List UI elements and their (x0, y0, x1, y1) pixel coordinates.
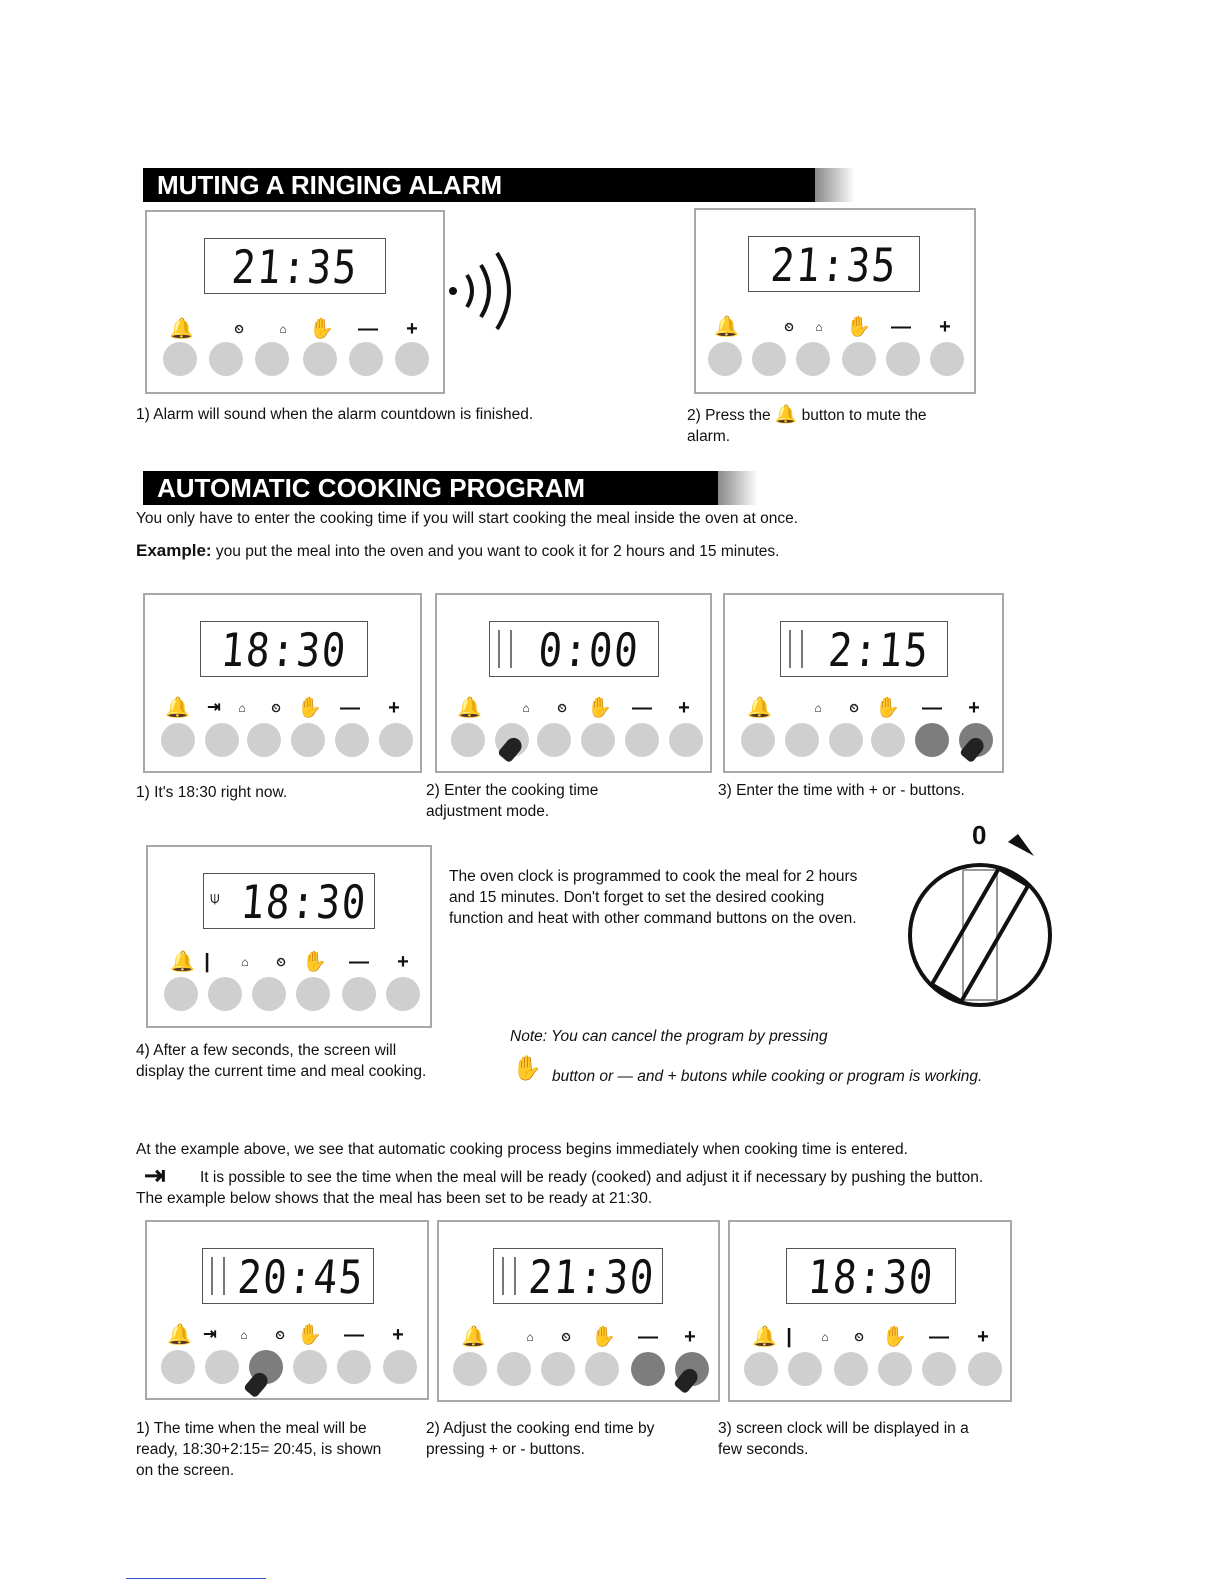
manual-button[interactable] (878, 1352, 912, 1386)
alarm-button[interactable] (161, 723, 195, 757)
end-time-button[interactable] (829, 723, 863, 757)
end-time-icon: ⌂ (240, 1328, 248, 1342)
alarm-bell-icon: 🔔 (165, 697, 190, 719)
oven-panel-clock-returns (728, 1220, 1012, 1402)
minus-button[interactable] (335, 723, 369, 757)
end-time-button[interactable] (834, 1352, 868, 1386)
caption-adjust-end-time: 2) Adjust the cooking end time by pressing + or - buttons. (426, 1420, 655, 1458)
plus-icon: + (968, 697, 980, 719)
manual-hand-icon: ✋ (297, 1324, 322, 1346)
alarm-button[interactable] (451, 723, 485, 757)
oven-panel-alarm-muted (694, 208, 976, 394)
minus-button[interactable] (922, 1352, 956, 1386)
clock-display (780, 621, 948, 677)
alarm-bell-icon: 🔔 (169, 318, 194, 340)
clock-display (203, 873, 375, 929)
intro-text: You only have to enter the cooking time if you will start cooking the meal inside the oven at once. (136, 510, 799, 527)
display-time: 21:35 (229, 240, 361, 294)
sound-waves-icon (445, 245, 535, 335)
minus-icon: — (922, 697, 942, 719)
cooking-time-button[interactable] (205, 723, 239, 757)
minus-button[interactable] (631, 1352, 665, 1386)
manual-hand-icon: ✋ (512, 1055, 542, 1082)
caption-current-time: 1) It's 18:30 right now. (136, 784, 288, 801)
end-time-icon: ⌂ (815, 320, 823, 334)
clock-display (786, 1248, 956, 1304)
end-time-button[interactable] (247, 723, 281, 757)
clock-display (489, 621, 659, 677)
oven-panel-cooking-running (146, 845, 432, 1028)
bell-icon: 🔔 (774, 404, 798, 424)
caption-enter-time: 3) Enter the time with + or - buttons. (718, 782, 965, 799)
knob-arrow-icon (1006, 832, 1036, 860)
display-time: 21:35 (768, 238, 900, 292)
end-time-button[interactable] (252, 977, 286, 1011)
plus-icon: + (388, 697, 400, 719)
display-time: 21:30 (526, 1250, 658, 1304)
display-time: 2:15 (826, 623, 932, 677)
cooking-time-icon: ⏲ (234, 322, 244, 336)
knob-zero-label: 0 (972, 820, 987, 850)
minus-icon: — (632, 697, 652, 719)
clock-display (748, 236, 920, 292)
minus-button[interactable] (337, 1350, 371, 1384)
plus-icon: + (939, 316, 951, 338)
section-title: AUTOMATIC COOKING PROGRAM (157, 473, 586, 503)
oven-icon: ⏲ (557, 701, 567, 715)
minus-button[interactable] (886, 342, 920, 376)
example-label: Example: (136, 541, 212, 560)
section-title: MUTING A RINGING ALARM (157, 170, 503, 200)
cooking-time-button[interactable] (205, 1350, 239, 1384)
manual-hand-icon: ✋ (309, 318, 334, 340)
end-time-icon: ⌂ (814, 701, 822, 715)
end-time-icon: ⌂ (821, 1330, 829, 1344)
caption-ready-time: 1) The time when the meal will be ready, 18:30+2:15= 20:45, is shown on the screen. (136, 1420, 382, 1479)
plus-button[interactable] (383, 1350, 417, 1384)
clock-display (204, 238, 386, 294)
plus-icon: + (397, 951, 409, 973)
oven-panel-alarm-ringing (145, 210, 445, 394)
cooking-time-icon: | (786, 1326, 792, 1348)
plus-icon: + (684, 1326, 696, 1348)
alarm-button[interactable] (164, 977, 198, 1011)
cooking-time-button[interactable] (788, 1352, 822, 1386)
cooking-time-icon: ⇥ (207, 699, 221, 716)
end-time-icon: ⌂ (526, 1330, 534, 1344)
caption-alarm-sound: 1) Alarm will sound when the alarm countdown is finished. (136, 406, 534, 423)
caption-text-b: button to mute the alarm. (687, 407, 927, 445)
caption-press-bell (687, 404, 962, 447)
cooking-symbol-icon (498, 630, 512, 668)
minus-button[interactable] (625, 723, 659, 757)
alarm-button[interactable] (453, 1352, 487, 1386)
section-header-automatic-cooking (143, 471, 718, 505)
oven-panel-adjust-end-time (437, 1220, 720, 1402)
display-time: 18:30 (218, 623, 350, 677)
oven-icon: ⏲ (276, 955, 286, 969)
example-body: you put the meal into the oven and you want to cook it for 2 hours and 15 minutes. (215, 543, 780, 560)
cooking-symbol-icon (789, 630, 803, 668)
cooking-symbol-icon (502, 1257, 516, 1295)
alarm-button[interactable] (744, 1352, 778, 1386)
end-time-arrow-icon: ⇥ (144, 1160, 166, 1190)
manual-hand-icon: ✋ (297, 697, 322, 719)
cooking-time-button[interactable] (497, 1352, 531, 1386)
alarm-bell-icon: 🔔 (752, 1326, 777, 1348)
caption-clock-returns: 3) screen clock will be displayed in a few seconds. (718, 1420, 969, 1458)
minus-icon: — (891, 316, 911, 338)
minus-button[interactable] (915, 723, 949, 757)
clock-display (200, 621, 368, 677)
end-time-button[interactable] (537, 723, 571, 757)
caption-cooking-time-mode: 2) Enter the cooking time adjustment mode. (426, 782, 599, 820)
caption-after-seconds: 4) After a few seconds, the screen will display the current time and meal cooking. (136, 1042, 427, 1080)
end-time-button[interactable] (796, 342, 830, 376)
plus-button[interactable] (669, 723, 703, 757)
example-above-text: At the example above, we see that automatic cooking process begins immediately when cooking time is entered. (136, 1141, 908, 1158)
cooking-indicator-icon: ⍦ (210, 890, 220, 907)
caption-text-a: 2) Press the (687, 407, 771, 424)
example-text (136, 540, 1036, 562)
minus-icon: — (929, 1326, 949, 1348)
end-time-button[interactable] (541, 1352, 575, 1386)
oven-knob-icon (905, 860, 1055, 1010)
oven-panel-enter-time (723, 593, 1004, 773)
cooking-time-button[interactable] (752, 342, 786, 376)
manual-button[interactable] (291, 723, 325, 757)
plus-button[interactable] (968, 1352, 1002, 1386)
manual-hand-icon: ✋ (846, 316, 871, 338)
end-time-text: It is possible to see the time when the meal will be ready (cooked) and adjust it if necessary by pushing the button. (200, 1169, 984, 1186)
minus-icon: — (638, 1326, 658, 1348)
oven-panel-current-time (143, 593, 422, 773)
alarm-bell-icon: 🔔 (461, 1326, 486, 1348)
cooking-symbol-icon (211, 1257, 225, 1295)
manual-button[interactable] (842, 342, 876, 376)
end-time-button[interactable] (255, 342, 289, 376)
alarm-bell-icon: 🔔 (457, 697, 482, 719)
alarm-bell-icon: 🔔 (170, 951, 195, 973)
oven-panel-cooking-time-mode (435, 593, 712, 773)
minus-button[interactable] (349, 342, 383, 376)
cooking-time-icon: ⏲ (784, 320, 794, 334)
alarm-bell-icon: 🔔 (747, 697, 772, 719)
plus-button[interactable] (395, 342, 429, 376)
manual-hand-icon: ✋ (591, 1326, 616, 1348)
cooking-time-button[interactable] (209, 342, 243, 376)
display-time: 18:30 (805, 1250, 937, 1304)
plus-button[interactable] (386, 977, 420, 1011)
display-time: 0:00 (536, 623, 642, 677)
plus-icon: + (977, 1326, 989, 1348)
alarm-bell-icon: 🔔 (714, 316, 739, 338)
manual-button[interactable] (585, 1352, 619, 1386)
cooking-time-icon: | (204, 951, 210, 973)
footer-rule (126, 1578, 266, 1579)
cooking-time-icon: ⇥ (203, 1326, 217, 1343)
minus-button[interactable] (342, 977, 376, 1011)
end-time-icon: ⌂ (522, 701, 530, 715)
manual-hand-icon: ✋ (302, 951, 327, 973)
plus-button[interactable] (379, 723, 413, 757)
oven-icon: ⏲ (849, 701, 859, 715)
section-header-muting-alarm (143, 168, 815, 202)
programmed-text: The oven clock is programmed to cook the meal for 2 hours and 15 minutes. Don't forget to set the desired cooking function and heat with other command buttons on the oven. (449, 868, 858, 927)
display-time: 18:30 (238, 875, 370, 929)
plus-icon: + (678, 697, 690, 719)
manual-button[interactable] (296, 977, 330, 1011)
manual-hand-icon: ✋ (875, 697, 900, 719)
alarm-button[interactable] (708, 342, 742, 376)
minus-icon: — (340, 697, 360, 719)
note-line-1: Note: You can cancel the program by pressing (510, 1028, 828, 1045)
example-below-text: The example below shows that the meal has been set to be ready at 21:30. (136, 1190, 653, 1207)
end-time-icon: ⌂ (241, 955, 249, 969)
plus-icon: + (392, 1324, 404, 1346)
display-time: 20:45 (235, 1250, 367, 1304)
manual-button[interactable] (871, 723, 905, 757)
cooking-time-button[interactable] (785, 723, 819, 757)
alarm-button[interactable] (161, 1350, 195, 1384)
note-line-2: button or — and + butons while cooking or program is working. (552, 1068, 983, 1085)
oven-icon: ⏲ (561, 1330, 571, 1344)
alarm-button[interactable] (163, 342, 197, 376)
alarm-bell-icon: 🔔 (167, 1324, 192, 1346)
cooking-time-button[interactable] (208, 977, 242, 1011)
end-time-icon: ⌂ (238, 701, 246, 715)
oven-icon: ⏲ (854, 1330, 864, 1344)
oven-panel-ready-time (145, 1220, 429, 1400)
manual-button[interactable] (293, 1350, 327, 1384)
clock-display (202, 1248, 374, 1304)
manual-hand-icon: ✋ (882, 1326, 907, 1348)
clock-display (493, 1248, 663, 1304)
plus-icon: + (406, 318, 418, 340)
minus-icon: — (344, 1324, 364, 1346)
end-time-icon: ⌂ (279, 322, 287, 336)
alarm-button[interactable] (741, 723, 775, 757)
manual-button[interactable] (581, 723, 615, 757)
plus-button[interactable] (930, 342, 964, 376)
minus-icon: — (349, 951, 369, 973)
minus-icon: — (358, 318, 378, 340)
manual-button[interactable] (303, 342, 337, 376)
manual-hand-icon: ✋ (587, 697, 612, 719)
oven-icon: ⏲ (271, 701, 281, 715)
oven-icon: ⏲ (275, 1328, 285, 1342)
